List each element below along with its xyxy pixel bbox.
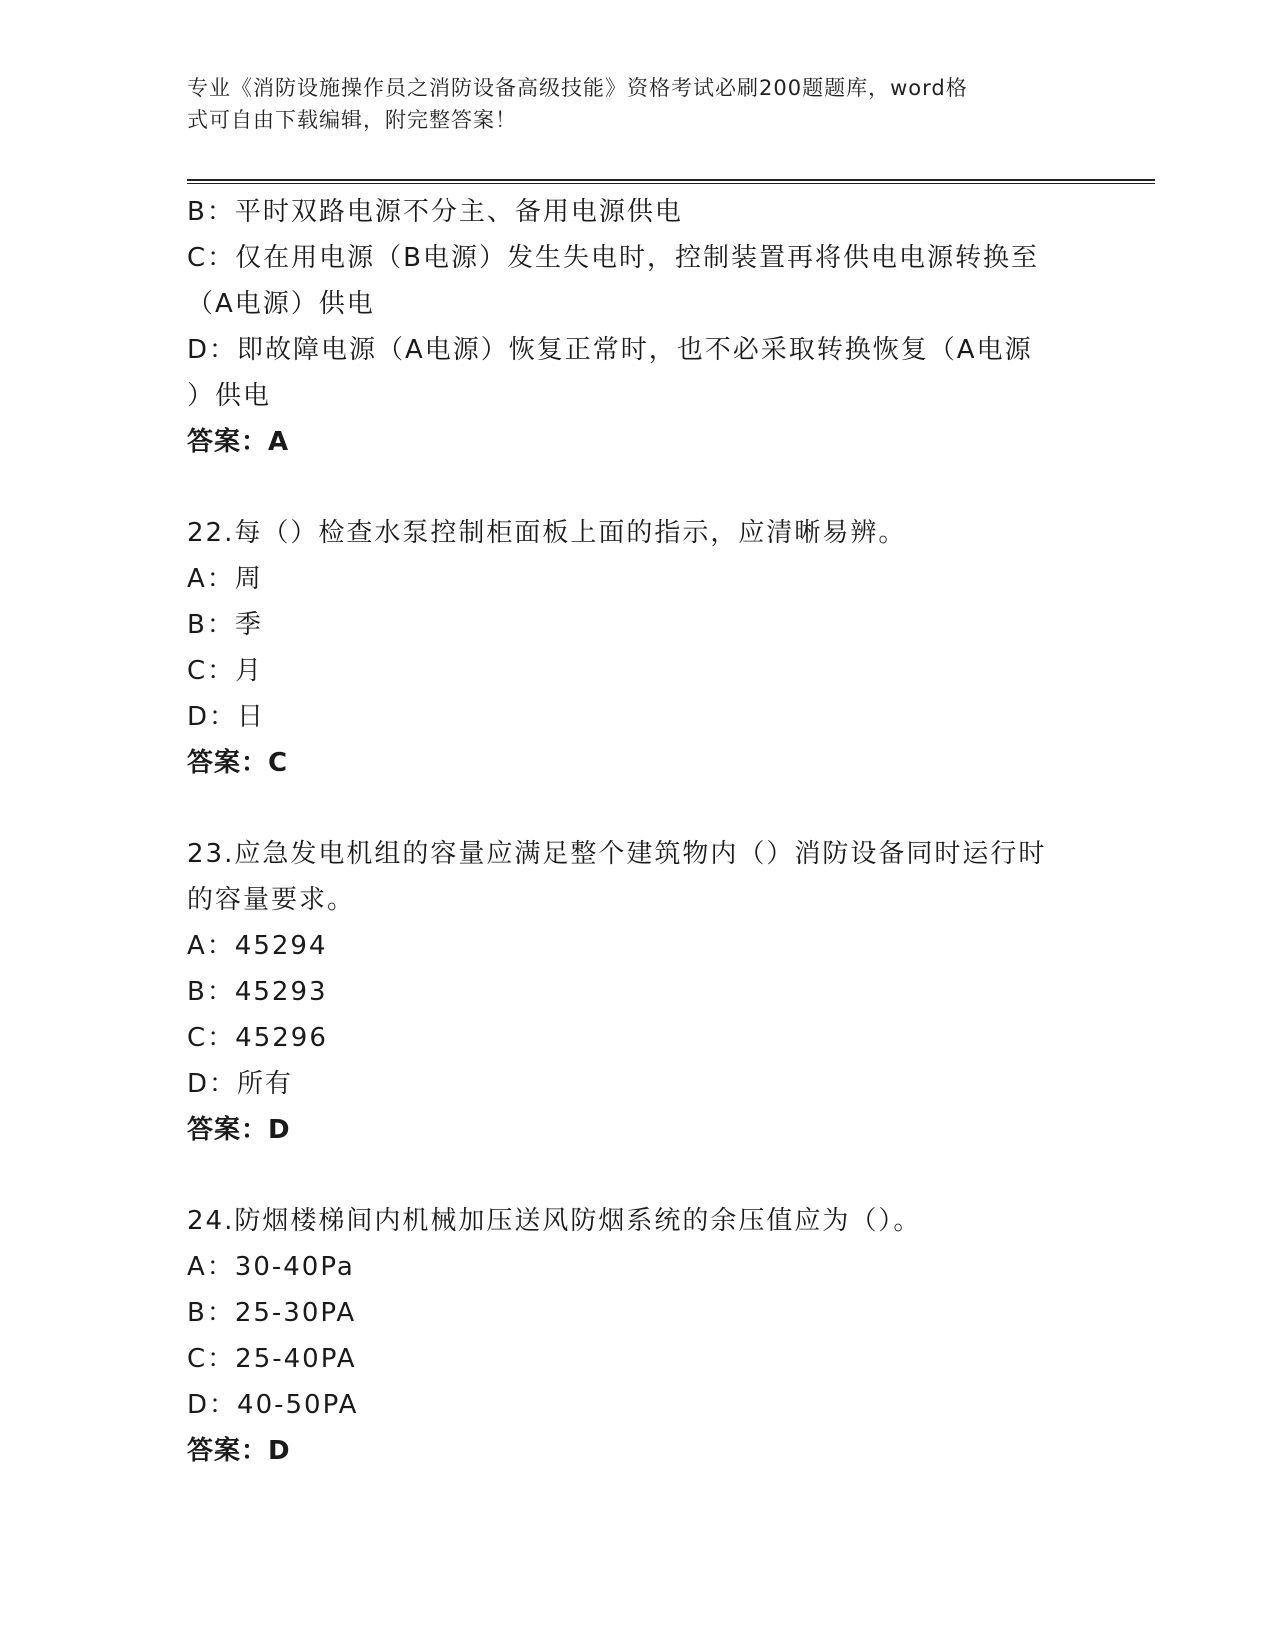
question-stem-continued: 的容量要求。 [187, 885, 356, 915]
question-21-continued [187, 189, 1077, 465]
question-23 [187, 831, 1077, 1153]
option-a: A：30-40Pa [187, 1252, 355, 1282]
option-d-continued: ）供电 [187, 381, 272, 411]
spacer [187, 1153, 1077, 1198]
question-stem: 24.防烟楼梯间内机械加压送风防烟系统的余压值应为（）。 [187, 1206, 922, 1236]
option-d: D：所有 [187, 1069, 294, 1099]
option-c: C：25-40PA [187, 1344, 357, 1374]
option-b: B：25-30PA [187, 1298, 357, 1328]
option-c: C：仅在用电源（B电源）发生失电时，控制装置再将供电电源转换至 [187, 243, 1039, 273]
question-list [187, 189, 1077, 1474]
option-d: D：40-50PA [187, 1390, 359, 1420]
header-divider [187, 179, 1155, 181]
spacer [187, 465, 1077, 510]
option-c: C：45296 [187, 1023, 328, 1053]
option-b: B：45293 [187, 977, 328, 1007]
option-c: C：月 [187, 656, 264, 686]
answer: 答案：D [187, 1436, 291, 1466]
option-c-continued: （A电源）供电 [187, 289, 375, 319]
option-b: B：平时双路电源不分主、备用电源供电 [187, 197, 683, 227]
header-line-1: 专业《消防设施操作员之消防设备高级技能》资格考试必刷200题题库，word格 [187, 76, 968, 100]
question-stem: 22.每（）检查水泵控制柜面板上面的指示，应清晰易辨。 [187, 518, 907, 548]
answer: 答案：A [187, 427, 290, 457]
answer: 答案：C [187, 748, 289, 778]
document-header [187, 72, 1067, 136]
question-stem: 23.应急发电机组的容量应满足整个建筑物内（）消防设备同时运行时 [187, 839, 1047, 869]
option-d: D：即故障电源（A电源）恢复正常时，也不必采取转换恢复（A电源 [187, 335, 1033, 365]
question-24 [187, 1198, 1077, 1474]
header-line-2: 式可自由下载编辑，附完整答案！ [187, 108, 517, 132]
option-a: A：周 [187, 564, 263, 594]
spacer [187, 786, 1077, 831]
header-divider-thin [187, 183, 1155, 184]
question-22 [187, 510, 1077, 786]
option-b: B：季 [187, 610, 263, 640]
option-d: D：日 [187, 702, 266, 732]
option-a: A：45294 [187, 931, 328, 961]
answer: 答案：D [187, 1115, 291, 1145]
